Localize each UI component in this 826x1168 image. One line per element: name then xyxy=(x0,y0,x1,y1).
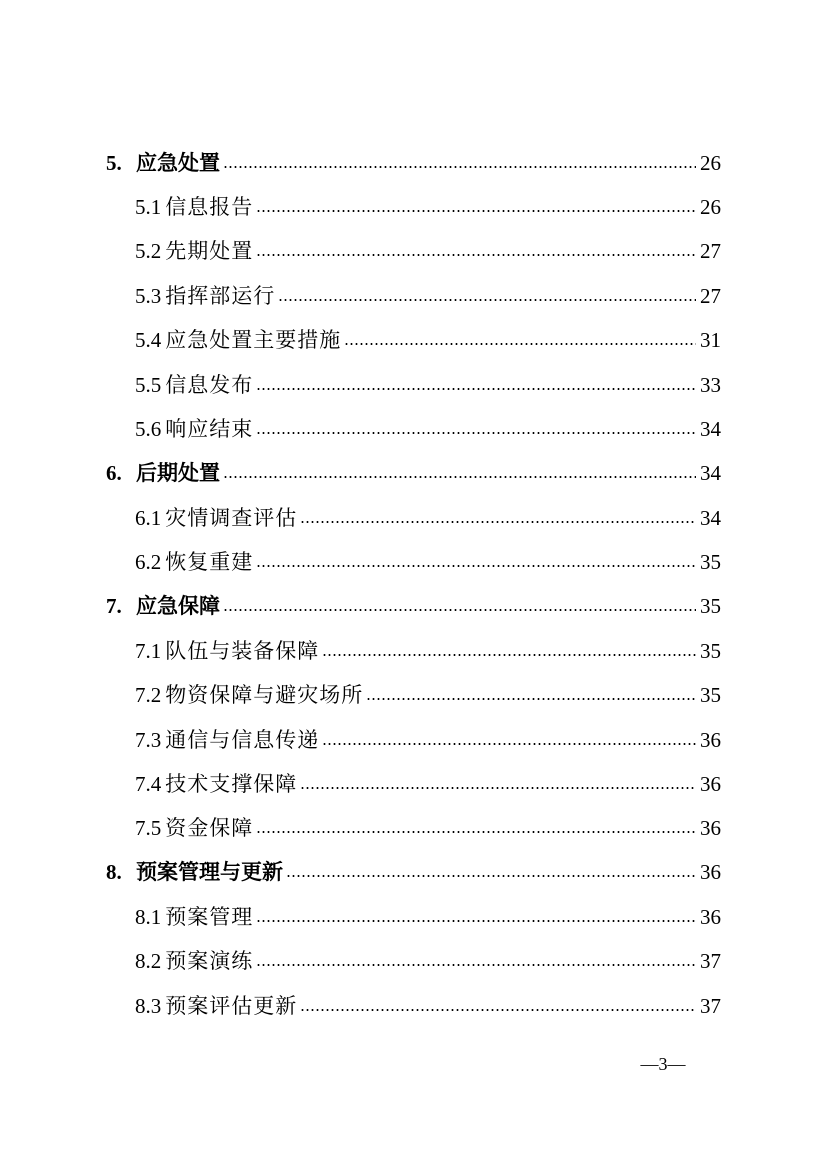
toc-entry-page: 34 xyxy=(700,506,721,530)
toc-entry-page: 34 xyxy=(700,461,721,485)
toc-entry-number: 5.4 xyxy=(135,328,162,352)
toc-entry-title: 恢复重建 xyxy=(165,550,254,574)
toc-entry[interactable] xyxy=(106,458,721,488)
toc-entry-page: 26 xyxy=(700,151,721,175)
toc-entry-page: 36 xyxy=(700,905,721,929)
toc-entry-page: 35 xyxy=(700,594,721,618)
toc-entry-page: 33 xyxy=(700,373,721,397)
toc-entry[interactable] xyxy=(135,503,721,533)
toc-leader-dots xyxy=(223,474,696,480)
toc-leader-dots xyxy=(344,341,696,347)
toc-entry[interactable] xyxy=(135,236,721,266)
toc-entry-number: 7.2 xyxy=(135,683,162,707)
toc-entry[interactable] xyxy=(135,192,721,222)
toc-entry-page: 36 xyxy=(700,728,721,752)
toc-entry-page: 26 xyxy=(700,195,721,219)
toc-entry-number: 5.6 xyxy=(135,417,162,441)
toc-leader-dots xyxy=(256,252,696,258)
toc-entry[interactable] xyxy=(106,857,721,887)
toc-leader-dots xyxy=(223,164,696,170)
toc-entry-title: 应急保障 xyxy=(136,593,220,618)
toc-entry-number: 7. xyxy=(106,594,122,618)
toc-entry-title: 队伍与装备保障 xyxy=(165,639,320,663)
toc-entry-title: 信息报告 xyxy=(165,195,254,219)
toc-entry-page: 36 xyxy=(700,860,721,884)
toc-leader-dots xyxy=(223,607,696,613)
toc-entry[interactable] xyxy=(135,769,721,799)
toc-entry-page: 36 xyxy=(700,816,721,840)
toc-entry-title: 灾情调查评估 xyxy=(165,506,298,530)
toc-leader-dots xyxy=(300,785,696,791)
toc-entry[interactable] xyxy=(135,725,721,755)
toc-entry[interactable] xyxy=(106,148,721,178)
toc-entry[interactable] xyxy=(135,325,721,355)
toc-leader-dots xyxy=(366,696,696,702)
toc-entry-page: 35 xyxy=(700,639,721,663)
toc-entry-number: 8.1 xyxy=(135,905,162,929)
toc-entry-title: 资金保障 xyxy=(165,816,254,840)
toc-entry-number: 5.5 xyxy=(135,373,162,397)
toc-leader-dots xyxy=(256,962,696,968)
toc-entry-number: 7.4 xyxy=(135,772,162,796)
toc-entry-title: 通信与信息传递 xyxy=(165,728,320,752)
toc-entry[interactable] xyxy=(135,547,721,577)
toc-entry-title: 技术支撑保障 xyxy=(165,772,298,796)
toc-entry-number: 6.1 xyxy=(135,506,162,530)
toc-entry-title: 指挥部运行 xyxy=(165,284,276,308)
toc-entry-title: 预案管理与更新 xyxy=(136,859,283,884)
toc-entry-number: 7.1 xyxy=(135,639,162,663)
toc-entry[interactable] xyxy=(135,991,721,1021)
toc-entry-number: 5.3 xyxy=(135,284,162,308)
toc-leader-dots xyxy=(256,829,696,835)
toc-leader-dots xyxy=(278,297,696,303)
toc-entry[interactable] xyxy=(135,636,721,666)
toc-entry-title: 预案演练 xyxy=(165,949,254,973)
toc-entry[interactable] xyxy=(135,902,721,932)
toc-entry[interactable] xyxy=(135,414,721,444)
toc-entry-page: 35 xyxy=(700,683,721,707)
toc-entry-title: 预案评估更新 xyxy=(165,994,298,1018)
toc-entry-title: 信息发布 xyxy=(165,373,254,397)
toc-entry-number: 8. xyxy=(106,860,122,884)
toc-entry-title: 预案管理 xyxy=(165,905,254,929)
toc-entry-number: 6.2 xyxy=(135,550,162,574)
toc-leader-dots xyxy=(256,430,696,436)
toc-leader-dots xyxy=(300,519,696,525)
toc-entry-page: 35 xyxy=(700,550,721,574)
toc-entry-number: 8.2 xyxy=(135,949,162,973)
toc-entry-title: 物资保障与避灾场所 xyxy=(165,683,364,707)
toc-entry[interactable] xyxy=(135,281,721,311)
toc-entry-number: 6. xyxy=(106,461,122,485)
toc-leader-dots xyxy=(286,873,696,879)
toc-leader-dots xyxy=(256,918,696,924)
toc-entry-page: 37 xyxy=(700,994,721,1018)
toc-entry-page: 31 xyxy=(700,328,721,352)
toc-entry-number: 8.3 xyxy=(135,994,162,1018)
toc-entry[interactable] xyxy=(106,591,721,621)
toc-entry[interactable] xyxy=(135,813,721,843)
toc-entry-page: 37 xyxy=(700,949,721,973)
toc-entry-number: 5.2 xyxy=(135,239,162,263)
toc-entry[interactable] xyxy=(135,946,721,976)
toc-leader-dots xyxy=(322,741,696,747)
toc-entry-page: 36 xyxy=(700,772,721,796)
toc-leader-dots xyxy=(256,208,696,214)
toc-entry-number: 7.3 xyxy=(135,728,162,752)
toc-entry[interactable] xyxy=(135,370,721,400)
toc-entry-page: 27 xyxy=(700,239,721,263)
toc-leader-dots xyxy=(256,386,696,392)
toc-entry-title: 先期处置 xyxy=(165,239,254,263)
toc-entry-title: 应急处置 xyxy=(136,150,220,175)
toc-entry-number: 7.5 xyxy=(135,816,162,840)
toc-leader-dots xyxy=(300,1007,696,1013)
toc-entry-title: 响应结束 xyxy=(165,417,254,441)
toc-entry-title: 应急处置主要措施 xyxy=(165,328,342,352)
toc-leader-dots xyxy=(256,563,696,569)
toc-entry-page: 27 xyxy=(700,284,721,308)
toc-entry-page: 34 xyxy=(700,417,721,441)
page-number-footer: —3— xyxy=(640,1054,686,1074)
toc-entry[interactable] xyxy=(135,680,721,710)
toc-entry-title: 后期处置 xyxy=(136,460,220,485)
toc-leader-dots xyxy=(322,652,696,658)
toc-entry-number: 5. xyxy=(106,151,122,175)
toc-entry-number: 5.1 xyxy=(135,195,162,219)
